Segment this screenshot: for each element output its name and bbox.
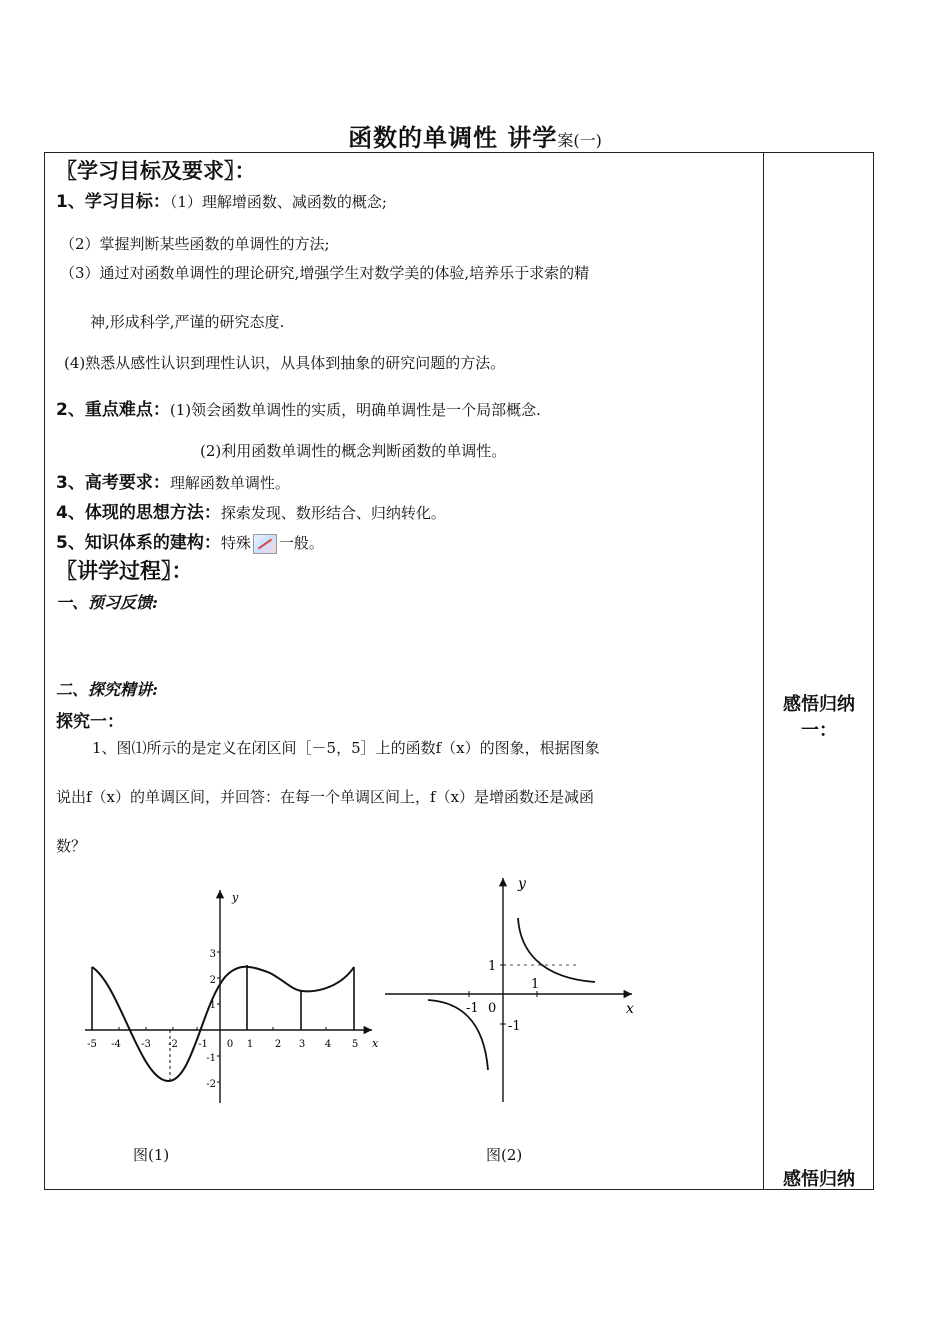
exam-text: 理解函数单调性。	[169, 474, 290, 492]
page-title: 函数的单调性 讲学案(一)	[348, 123, 602, 152]
system-label: 5、知识体系的建构：	[56, 533, 221, 553]
goal-1: （1）理解增函数、减函数的概念;	[169, 193, 387, 211]
figure-2-tick-1-x: 1	[531, 977, 540, 992]
reflection-note-2: 感悟归纳	[783, 1169, 855, 1190]
figure-1-x-label: x	[372, 1037, 379, 1050]
method-text: 探索发现、数形结合、归纳转化。	[220, 504, 446, 522]
exam-row	[56, 468, 290, 493]
figure-1-curve	[92, 967, 354, 1081]
exam-label: 3、高考要求：	[56, 473, 170, 493]
question-line-3: 数？	[56, 837, 87, 855]
figure-1-x-ticks	[87, 1039, 358, 1050]
question-line-1: 1、图⑴所示的是定义在闭区间［－5，5］上的函数f（x）的图象，根据图象	[92, 739, 600, 757]
reflection-note-1	[764, 690, 874, 742]
x-tick: 0	[226, 1039, 234, 1050]
y-tick: 1	[209, 1000, 216, 1011]
broken-image-icon	[253, 534, 277, 554]
figure-2-tick-0: 0	[488, 1001, 497, 1016]
system-a: 特殊	[220, 534, 251, 552]
x-tick: -4	[111, 1039, 121, 1050]
figure-2-curve-left	[428, 1000, 488, 1070]
figure-2-tick-neg1-x: -1	[466, 1001, 479, 1016]
y-tick: -1	[206, 1053, 216, 1064]
x-tick: 5	[351, 1039, 359, 1050]
method-label: 4、体现的思想方法：	[56, 503, 221, 523]
preview-heading: 一、预习反馈:	[56, 593, 158, 612]
x-tick: -3	[141, 1039, 151, 1050]
x-tick: -2	[168, 1039, 178, 1050]
figure-2-graph	[380, 870, 650, 1110]
system-row	[56, 528, 324, 554]
y-tick: -2	[206, 1079, 216, 1090]
x-tick: -1	[198, 1039, 208, 1050]
goal-row	[56, 187, 387, 212]
y-tick: 3	[209, 949, 216, 960]
system-b: 一般。	[278, 534, 324, 552]
goal-label: 1、学习目标：	[56, 192, 170, 212]
caption-figure-2: 图(2)	[486, 1146, 523, 1164]
goal-2: （2）掌握判断某些函数的单调性的方法;	[60, 235, 330, 253]
method-row	[56, 498, 446, 523]
question-line-2: 说出f（x）的单调区间，并回答：在每一个单调区间上，f（x）是增函数还是减函	[56, 788, 595, 806]
key-label: 2、重点难点：	[56, 400, 170, 420]
figure-1-y-label: y	[232, 891, 239, 904]
column-divider	[763, 152, 764, 1190]
goal-3a: （3）通过对函数单调性的理论研究,增强学生对数学美的体验,培养乐于求索的精	[60, 264, 590, 282]
figure-1-y-ticks	[206, 949, 216, 1090]
key-row	[56, 395, 541, 420]
x-tick: 1	[246, 1039, 254, 1050]
process-heading: 〖讲学过程〗：	[56, 559, 193, 583]
goal-4: (4)熟悉从感性认识到理性认识，从具体到抽象的研究问题的方法。	[64, 354, 506, 372]
explore-one: 探究一：	[56, 712, 124, 732]
figure-2-y-label: y	[518, 876, 526, 892]
objectives-heading: 〖学习目标及要求〗：	[56, 159, 256, 183]
figure-2-tick-neg1-y: -1	[508, 1019, 521, 1034]
key-2: (2)利用函数单调性的概念判断函数的单调性。	[200, 442, 507, 460]
caption-figure-1: 图(1)	[133, 1146, 170, 1164]
y-tick: 2	[209, 975, 216, 986]
figure-2-x-label: x	[626, 1001, 634, 1017]
figure-2-tick-1: 1	[488, 959, 497, 974]
reflection-note-1-title: 感悟归纳	[783, 694, 855, 715]
figure-2-curve-right	[518, 918, 595, 982]
goal-3b: 神,形成科学,严谨的研究态度.	[90, 313, 285, 331]
explore-heading: 二、探究精讲:	[56, 680, 158, 699]
x-tick: 3	[298, 1039, 306, 1050]
x-tick: -5	[87, 1039, 97, 1050]
x-tick: 2	[274, 1039, 282, 1050]
figure-1-graph	[80, 885, 390, 1110]
x-tick: 4	[324, 1039, 332, 1050]
reflection-note-1-index: 一：	[801, 720, 837, 741]
key-1: (1)领会函数单调性的实质，明确单调性是一个局部概念.	[169, 401, 541, 419]
